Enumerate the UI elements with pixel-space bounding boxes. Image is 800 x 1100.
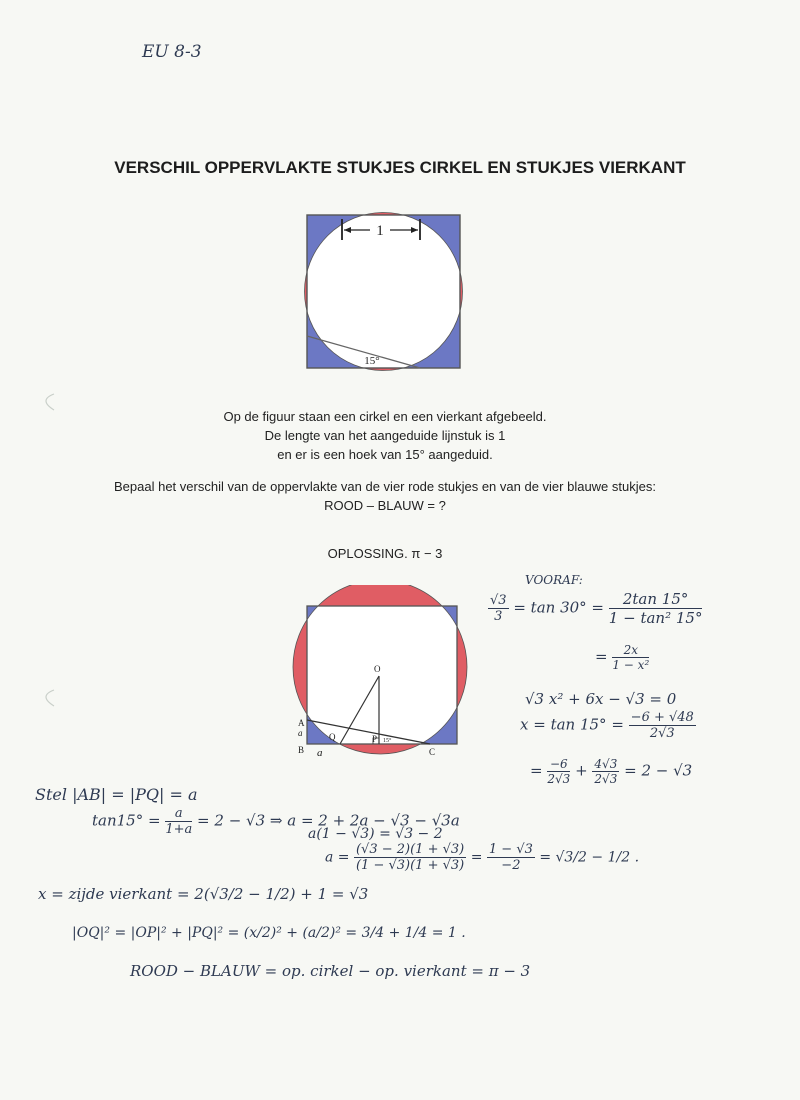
hw-eq1: $\frac{√3}{3}$ = tan 30° = $\frac{2\tan 15^\circ}{\text{1 − tan² 15°}}$ [490, 590, 703, 627]
hw-stel: Stel |AB| = |PQ| = a [35, 785, 198, 804]
problem-question [0, 477, 770, 515]
hw-eq3: √3 x² + 6x − √3 = 0 [525, 690, 677, 708]
problem-line: en er is een hoek van 15° aangeduid. [277, 447, 493, 462]
solution-label: OPLOSSING. π − 3 [327, 546, 443, 561]
hw-eq2: = $\frac{2x}{\text{1 − x²}}$ [595, 643, 650, 672]
hw-oq: |OQ|² = |OP|² + |PQ|² = (x/2)² + (a/2)² = 3/4 + 1/4 = 1 . [72, 925, 466, 941]
problem-statement [0, 407, 770, 464]
page-title: VERSCHIL OPPERVLAKTE STUKJES CIRKEL EN STUKJES VIERKANT [114, 158, 686, 177]
label-B: B [298, 745, 305, 755]
label-P: P [372, 734, 378, 744]
problem-line: De lengte van het aangeduide lijnstuk is 1 [264, 428, 506, 443]
hw-vooraf: VOORAF: [525, 573, 583, 587]
hw-a-line3: a = $\frac{(√3 - 2)(1 + √3)}{(1 - √3)(1 + √3)}$ = $\frac{1 - √3}{-2}$ = √3/2 − 1/2 . [325, 842, 640, 873]
figure-circle-square [300, 208, 470, 378]
label-A: A [298, 718, 305, 728]
question-expression: ROOD – BLAUW = ? [324, 498, 446, 513]
worksheet-code: EU 8-3 [142, 42, 202, 62]
label-a-bottom: a [317, 747, 323, 759]
hw-tan: tan15° = $\frac{a}{1+a}$ = 2 − √3 ⇒ a = 2 + 2a − √3 − √3a [92, 806, 460, 837]
hw-eq5: = $\frac{-6}{2√3}$ + $\frac{4√3}{2√3}$ = 2 − √3 [530, 757, 693, 786]
hw-zijde: x = zijde vierkant = 2(√3/2 − 1/2) + 1 = √3 [38, 885, 369, 903]
length-label: 1 [376, 223, 384, 239]
label-Q: Q [329, 732, 336, 742]
punch-mark [34, 688, 58, 708]
problem-line: Op de figuur staan een cirkel en een vierkant afgebeeld. [223, 409, 547, 424]
hw-final: ROOD − BLAUW = op. cirkel − op. vierkant = π − 3 [130, 962, 531, 980]
figure-solution [290, 585, 470, 765]
punch-mark [34, 392, 58, 412]
hw-eq4: x = tan 15° = $\frac{-6 + √48}{2√3}$ [520, 710, 694, 741]
label-angle: 15° [383, 738, 392, 744]
label-a-side: a [298, 728, 303, 738]
label-C: C [429, 747, 436, 757]
label-O: O [374, 664, 381, 674]
hw-a-line2: a(1 − √3) = √3 − 2 [308, 826, 443, 842]
angle-label: 15° [364, 355, 380, 367]
question-line: Bepaal het verschil van de oppervlakte van de vier rode stukjes en van de vier blauwe stukjes: [114, 479, 656, 494]
